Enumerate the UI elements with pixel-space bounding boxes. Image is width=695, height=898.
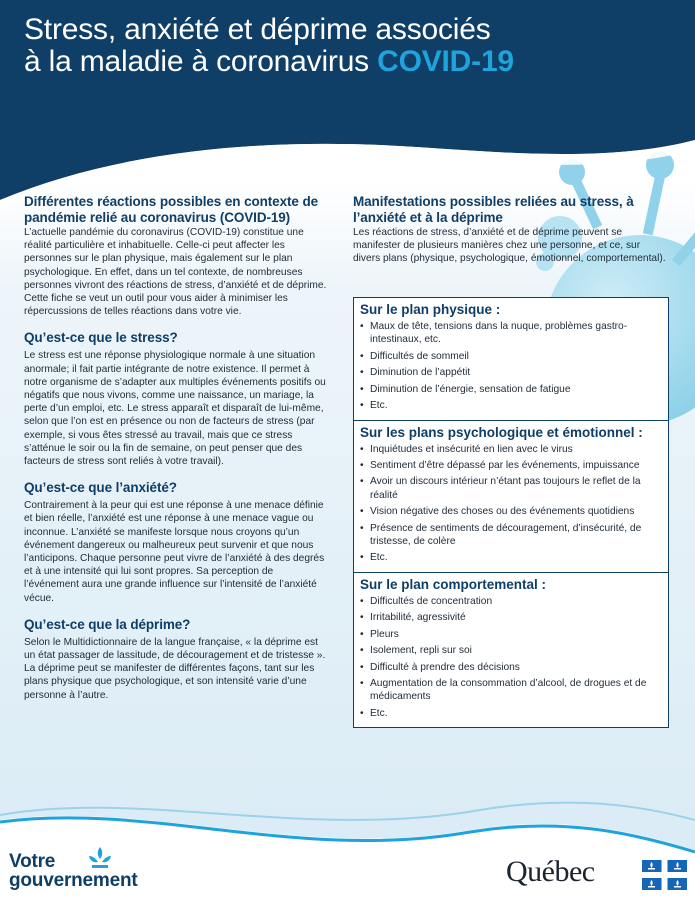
deprime-text-1: Selon le Multidictionnaire de la langue française, « la déprime est un état passager de lassitude, de découragement et de tristesse ». [24, 636, 326, 662]
left-column [24, 194, 330, 702]
list-item: • Inquiétudes et insécurité en lien avec le virus [360, 443, 660, 456]
list-item: • Sentiment d’être dépassé par les événements, impuissance [360, 459, 660, 472]
physical-section [354, 298, 668, 420]
quebec-flag-icon [642, 860, 687, 890]
list-item: • Difficultés de concentration [360, 595, 660, 608]
gouvernement-text: gouvernement [9, 870, 138, 891]
right-column [353, 194, 667, 266]
votre-gouvernement-logo [9, 852, 138, 890]
list-item: • Diminution de l’énergie, sensation de fatigue [360, 383, 660, 396]
stress-text: Le stress est une réponse physiologique normale à une situation anormale; il fait partie intégrante de notre existence. Il permet à notre organisme de s’adapter aux multiples événements positifs ou négatifs que nous vivons, comme une naissance, un mariage, la perte d’un emploi, etc. Le stress apparaît et disparaît de lui-même, selon que l’on est en présence ou non de facteurs de stress (par exemple, si vous êtes stressé au travail, mais que ce stress s’atténue le soir ou la fin de semaine, on peut penser que des facteurs de stress sont reliés à votre travail). [24, 350, 326, 468]
list-item: • Vision négative des choses ou des événements quotidiens [360, 505, 660, 518]
votre-text: Votre [9, 851, 56, 872]
list-item: • Difficulté à prendre des décisions [360, 661, 660, 674]
manifestations-box [353, 297, 669, 728]
list-item: • Irritabilité, agressivité [360, 611, 660, 624]
behavioral-list [360, 595, 660, 720]
physical-heading: Sur le plan physique : [360, 302, 501, 317]
manifestations-heading: Manifestations possibles reliées au stress, à l’anxiété et à la déprime [353, 194, 634, 225]
deprime-heading: Qu’est-ce que la déprime? [24, 616, 191, 632]
list-item: • Pleurs [360, 628, 660, 641]
anxiety-text: Contrairement à la peur qui est une réponse à une menace définie et bien réelle, l’anxiété est une réponse à une menace vague ou inconnue. L’anxiété se manifeste lorsque nous croyons qu’un événement dangereux ou malheureux peut survenir et que nous l’anticipons. Chaque personne peut vivre de l’anxiété à des degrés et à une intensité qui lui sont propres. Sa perception de l’événement aura une grande influence sur l’intensité de l’anxiété vécue. [24, 500, 325, 604]
anxiety-heading: Qu’est-ce que l’anxiété? [24, 480, 177, 496]
psychological-list [360, 443, 660, 565]
psychological-section [354, 420, 668, 572]
list-item: • Diminution de l’appétit [360, 366, 660, 379]
manifestations-intro: Les réactions de stress, d’anxiété et de déprime peuvent se manifester de plusieurs manières chez une personne, et ce, sur divers plans (physique, psychologique, émotionnel, comportemental). [353, 227, 666, 265]
list-item: • Avoir un discours intérieur n’étant pas toujours le reflet de la réalité [360, 475, 660, 501]
list-item: • Présence de sentiments de découragement, d’insécurité, de tristesse, de colère [360, 522, 660, 548]
deprime-text-2: La déprime peut se manifester de différentes façons, tant sur les plans physique que psychologique, et son intensité varie d’une personne à l’autre. [24, 663, 315, 701]
title-line-2-prefix: à la maladie à coronavirus [24, 45, 369, 78]
behavioral-section [354, 572, 668, 727]
intro-text: L’actuelle pandémie du coronavirus (COVID-19) constitue une réalité particulière et inhabituelle. Celle-ci peut affecter les personnes sur le plan physique, mais également sur le plan psychologique. En effet, dans un tel contexte, de nombreuses personnes vivront des réactions de stress, d’anxiété et de déprime. Cette fiche se veut un outil pour vous aider à minimiser les répercussions de telles réactions dans votre vie. [24, 227, 327, 318]
list-item: • Augmentation de la consommation d’alcool, de drogues et de médicaments [360, 677, 660, 703]
fleur-de-lys-mark-icon [86, 846, 114, 872]
page-title [24, 14, 514, 78]
title-accent: COVID-19 [377, 45, 514, 78]
behavioral-heading: Sur le plan comportemental : [360, 576, 547, 592]
list-item: • Maux de tête, tensions dans la nuque, problèmes gastro-intestinaux, etc. [360, 320, 660, 346]
list-item: • Etc. [360, 399, 660, 412]
psychological-heading: Sur les plans psychologique et émotionnel : [360, 424, 643, 440]
list-item: • Difficultés de sommeil [360, 350, 660, 363]
list-item: • Isolement, repli sur soi [360, 644, 660, 657]
intro-heading: Différentes réactions possibles en contexte de pandémie relié au coronavirus (COVID-19) [24, 194, 318, 225]
quebec-wordmark: Québec [506, 855, 595, 888]
physical-list [360, 320, 660, 412]
list-item: • Etc. [360, 707, 660, 720]
title-line-1: Stress, anxiété et déprime associés [24, 13, 491, 46]
stress-heading: Qu’est-ce que le stress? [24, 330, 178, 346]
list-item: • Etc. [360, 551, 660, 564]
